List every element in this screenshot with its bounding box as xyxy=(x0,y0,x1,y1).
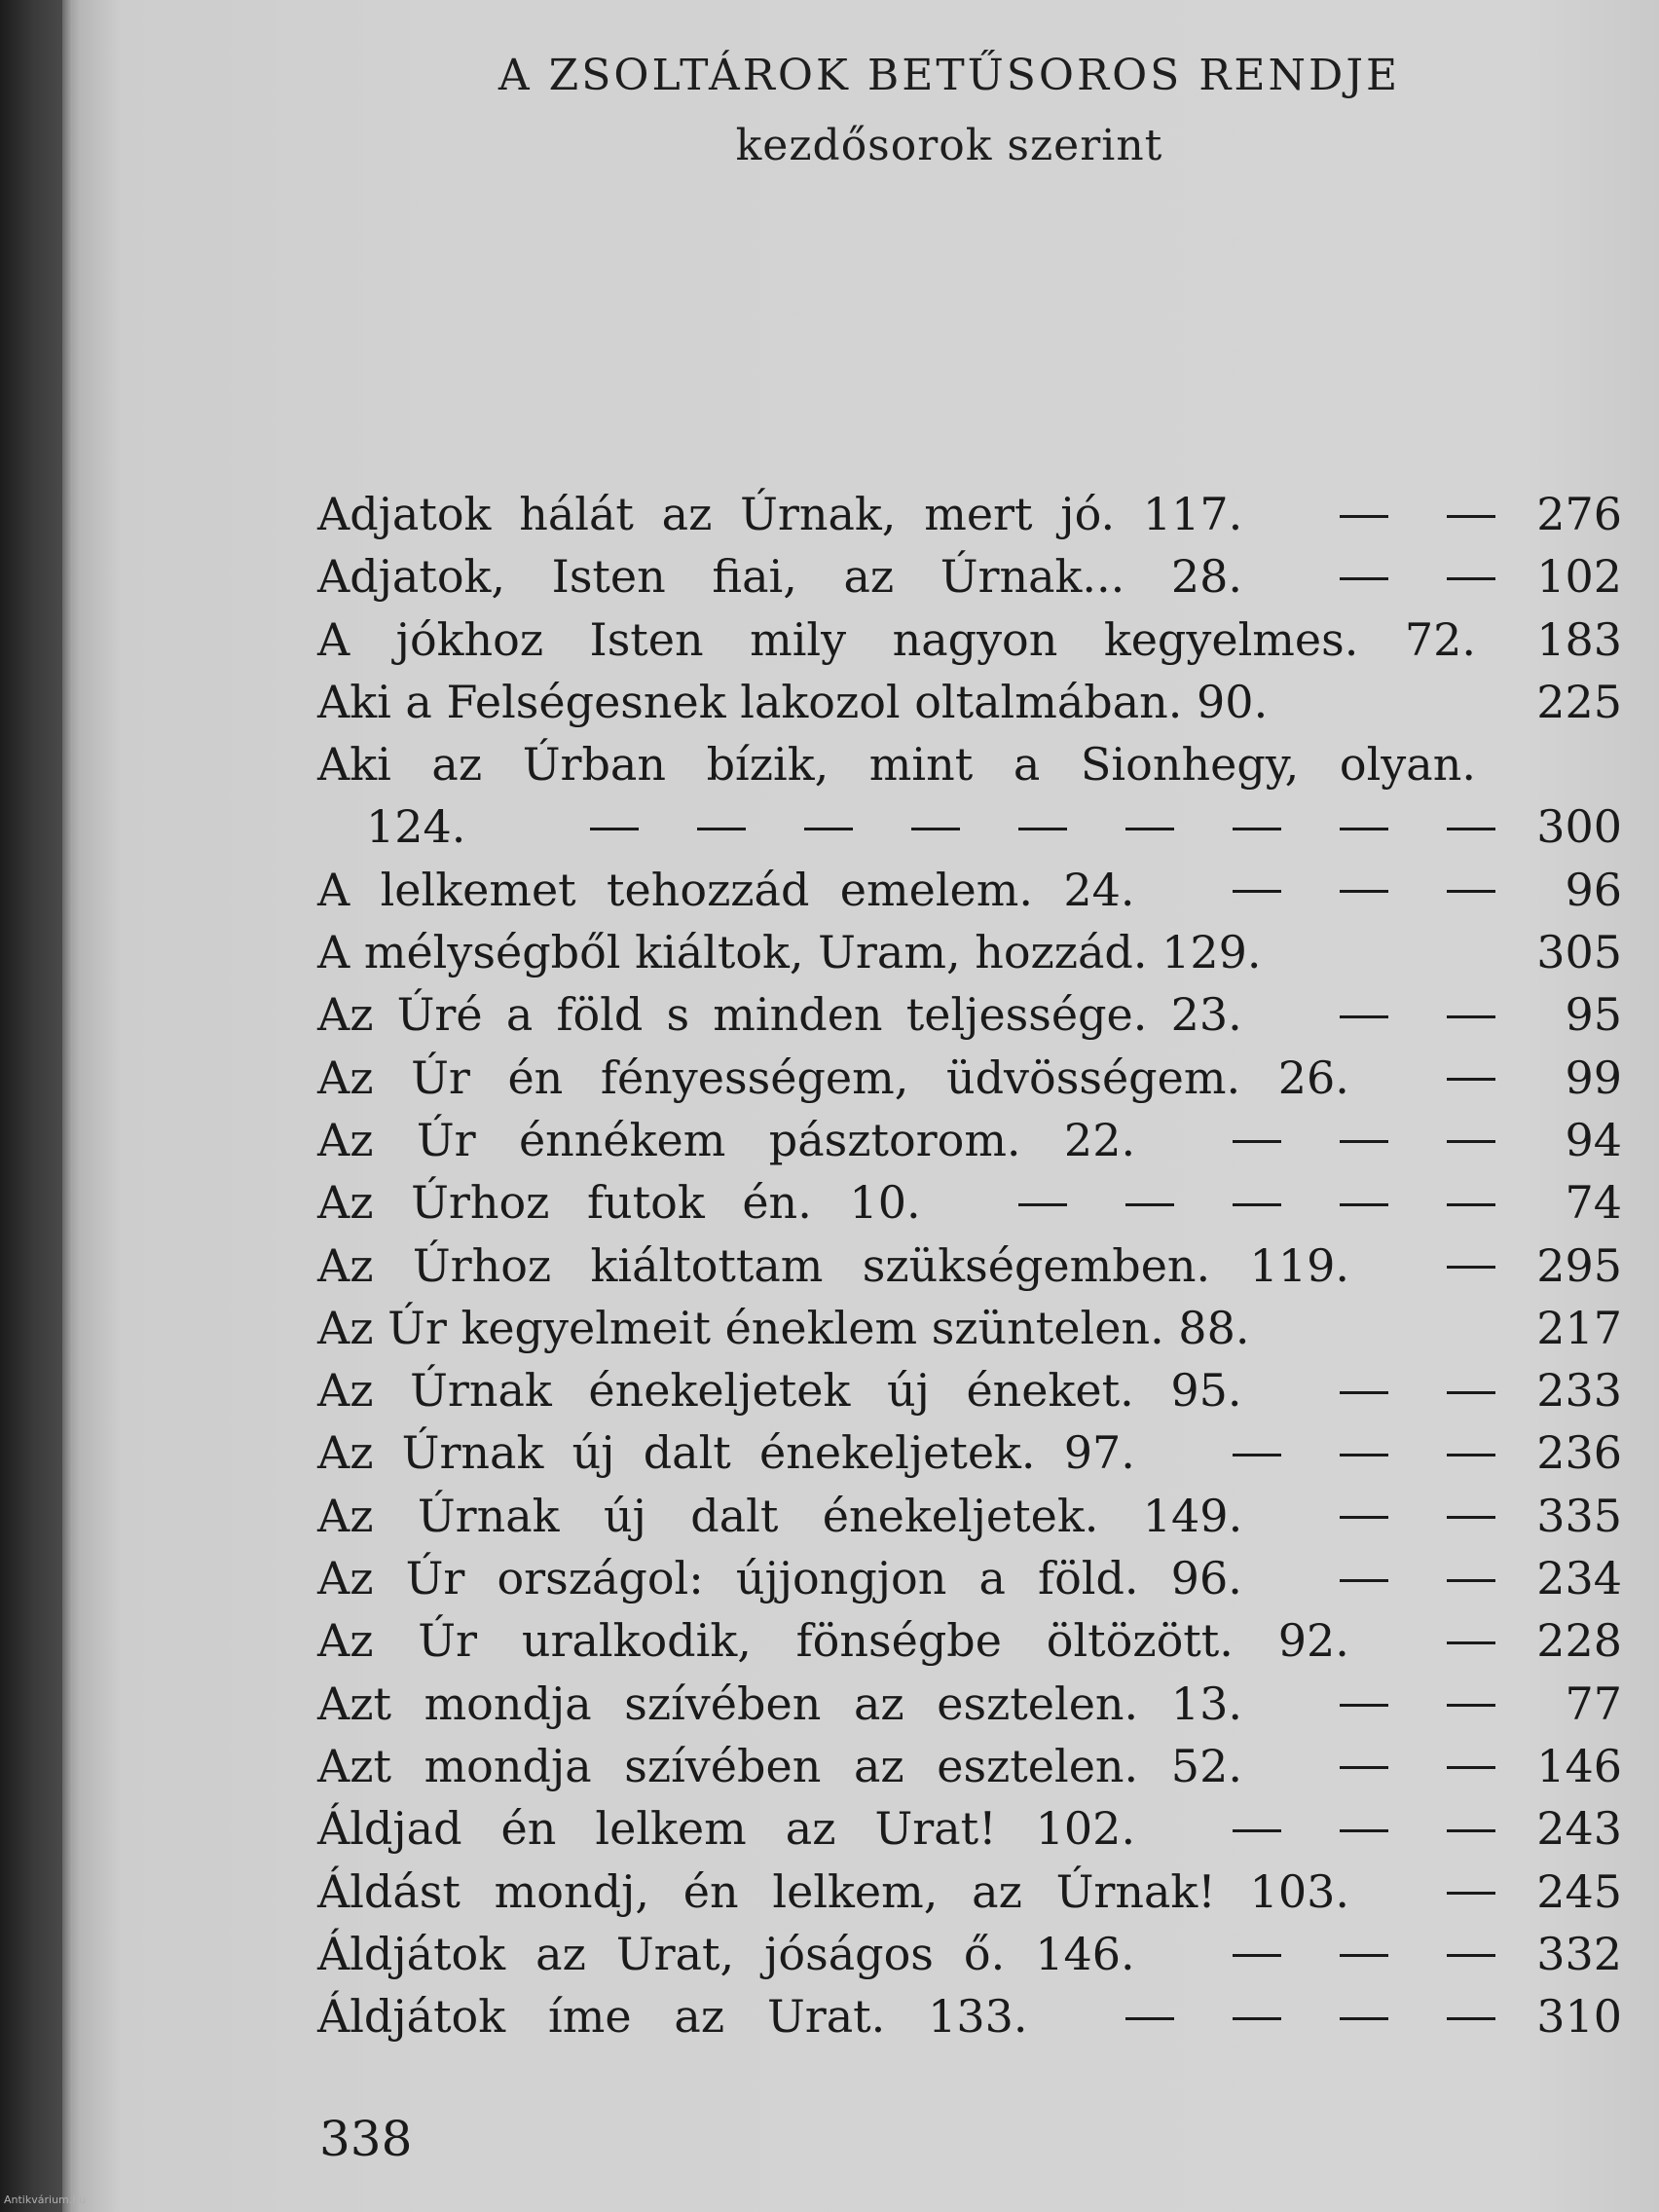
index-entry xyxy=(317,1047,1622,1109)
entry-page-number: 245 xyxy=(1536,1864,1622,1918)
entry-incipit: A jókhoz Isten mily nagyon kegyelmes. 72. xyxy=(317,612,1476,666)
leader-dash xyxy=(1340,577,1388,580)
index-entry xyxy=(317,671,1622,733)
entry-page-number: 99 xyxy=(1565,1051,1622,1104)
leader-dashes xyxy=(1174,1923,1495,1985)
leader-dash xyxy=(1447,1391,1495,1394)
leader-dash xyxy=(1340,1766,1388,1769)
leader-dashes xyxy=(1281,1673,1495,1735)
leader-dash xyxy=(1233,1454,1281,1456)
leader-dash xyxy=(1233,1954,1281,1957)
entry-incipit: Adjatok hálát az Úrnak, mert jó. 117. xyxy=(317,488,1243,540)
entry-incipit: Az Úrhoz futok én. 10. xyxy=(317,1176,921,1230)
entry-incipit: Az Úrnak énekeljetek új éneket. 95. xyxy=(317,1364,1242,1418)
index-entry xyxy=(317,1359,1622,1421)
leader-dashes xyxy=(1281,1735,1495,1797)
leader-dash xyxy=(1447,1579,1495,1582)
entry-incipit: Adjatok, Isten fiai, az Úrnak... 28. xyxy=(317,550,1243,604)
leader-dash xyxy=(1340,2017,1388,2020)
leader-dash xyxy=(1233,1203,1281,1206)
leader-dashes xyxy=(1388,1609,1495,1672)
entry-incipit: Az Úr énnékem pásztorom. 22. xyxy=(317,1113,1136,1166)
index-entry xyxy=(317,733,1622,795)
entry-incipit: Aki az Úrban bízik, mint a Sionhegy, olyan. xyxy=(317,738,1476,792)
leader-dash xyxy=(1447,1015,1495,1018)
index-entry xyxy=(317,1673,1622,1735)
page-title: A ZSOLTÁROK BETŰSOROS RENDJE xyxy=(498,51,1401,100)
entry-page-number: 102 xyxy=(1536,550,1622,604)
entry-incipit: 124. xyxy=(366,800,466,854)
leader-dash xyxy=(1447,1641,1495,1644)
entry-page-number: 94 xyxy=(1565,1113,1622,1166)
index-entry xyxy=(317,1797,1622,1860)
entry-page-number: 96 xyxy=(1565,863,1622,916)
entry-page-number: 146 xyxy=(1536,1739,1622,1792)
leader-dash xyxy=(1018,1203,1067,1206)
book-spine xyxy=(0,0,62,2212)
leader-dash xyxy=(1447,515,1495,518)
entry-incipit: A mélységből kiáltok, Uram, hozzád. 129. xyxy=(317,926,1262,979)
entry-page-number: 276 xyxy=(1536,488,1622,540)
leader-dashes xyxy=(1281,483,1495,545)
leader-dash xyxy=(1447,1704,1495,1707)
leader-dash xyxy=(1340,1454,1388,1456)
leader-dash xyxy=(1233,1140,1281,1143)
leader-dash xyxy=(1447,1140,1495,1143)
leader-dash xyxy=(590,828,639,830)
leader-dash xyxy=(1447,1516,1495,1519)
index-entry xyxy=(317,1297,1622,1359)
entry-page-number: 234 xyxy=(1536,1552,1622,1605)
entry-page-number: 77 xyxy=(1565,1677,1622,1730)
leader-dashes xyxy=(1281,983,1495,1046)
leader-dashes xyxy=(1067,1985,1495,2047)
leader-dash xyxy=(1233,828,1281,830)
entry-incipit: Aki a Felségesnek lakozol oltalmában. 90. xyxy=(317,675,1269,728)
leader-dash xyxy=(1233,890,1281,893)
leader-dashes xyxy=(532,795,1495,858)
page-edge xyxy=(62,0,72,2212)
leader-dash xyxy=(1125,828,1174,830)
entry-incipit: Áldjátok íme az Urat. 133. xyxy=(317,1990,1028,2044)
index-entry xyxy=(317,1171,1622,1234)
leader-dash xyxy=(1447,1203,1495,1206)
entry-page-number: 243 xyxy=(1536,1802,1622,1856)
entry-incipit: Az Úr kegyelmeit éneklem szüntelen. 88. xyxy=(317,1301,1250,1354)
leader-dashes xyxy=(1281,1359,1495,1421)
entry-incipit: Áldjátok az Urat, jóságos ő. 146. xyxy=(317,1927,1135,1980)
index-entry xyxy=(317,795,1622,858)
leader-dash xyxy=(1340,828,1388,830)
index-entry xyxy=(317,1547,1622,1609)
leader-dashes xyxy=(1388,1861,1495,1923)
leader-dash xyxy=(1340,1391,1388,1394)
leader-dash xyxy=(1340,890,1388,893)
entry-page-number: 305 xyxy=(1536,926,1622,979)
entry-incipit: Az Úr én fényességem, üdvösségem. 26. xyxy=(317,1051,1349,1104)
leader-dash xyxy=(1233,2017,1281,2020)
leader-dash xyxy=(1340,1516,1388,1519)
leader-dash xyxy=(911,828,960,830)
entry-incipit: Áldást mondj, én lelkem, az Úrnak! 103. xyxy=(317,1864,1349,1918)
entry-incipit: Az Úrhoz kiáltottam szükségemben. 119. xyxy=(317,1238,1349,1292)
leader-dash xyxy=(697,828,746,830)
entry-page-number: 236 xyxy=(1536,1426,1622,1480)
index-entry xyxy=(317,608,1622,671)
entry-page-number: 233 xyxy=(1536,1364,1622,1418)
leader-dashes xyxy=(1281,1547,1495,1609)
leader-dash xyxy=(1447,1078,1495,1081)
entry-page-number: 217 xyxy=(1536,1301,1622,1354)
leader-dash xyxy=(1447,1766,1495,1769)
index-entry xyxy=(317,921,1622,983)
entry-incipit: Az Úrnak új dalt énekeljetek. 97. xyxy=(317,1426,1135,1480)
entry-page-number: 300 xyxy=(1536,800,1622,854)
leader-dash xyxy=(1447,828,1495,830)
index-entry xyxy=(317,545,1622,608)
leader-dashes xyxy=(1174,1109,1495,1171)
leader-dashes xyxy=(1388,1047,1495,1109)
leader-dashes xyxy=(1174,859,1495,921)
leader-dash xyxy=(1447,1266,1495,1269)
entry-incipit: Az Úrnak új dalt énekeljetek. 149. xyxy=(317,1489,1243,1542)
entry-incipit: Az Úr országol: újjongjon a föld. 96. xyxy=(317,1552,1242,1605)
entry-page-number: 228 xyxy=(1536,1614,1622,1668)
leader-dash xyxy=(1233,1829,1281,1832)
entry-page-number: 332 xyxy=(1536,1927,1622,1980)
leader-dashes xyxy=(1388,1235,1495,1297)
leader-dash xyxy=(1340,1203,1388,1206)
watermark: Antikvárium.hu xyxy=(4,2194,87,2206)
index-entry xyxy=(317,1735,1622,1797)
entry-incipit: A lelkemet tehozzád emelem. 24. xyxy=(317,863,1135,916)
index-entry xyxy=(317,1923,1622,1985)
leader-dash xyxy=(1340,1954,1388,1957)
leader-dash xyxy=(1125,2017,1174,2020)
page-subtitle: kezdősorok szerint xyxy=(735,121,1163,170)
leader-dash xyxy=(1447,2017,1495,2020)
index-entry xyxy=(317,859,1622,921)
leader-dash xyxy=(1447,890,1495,893)
index-entry xyxy=(317,1109,1622,1171)
leader-dashes xyxy=(1174,1421,1495,1484)
entry-page-number: 310 xyxy=(1536,1990,1622,2044)
leader-dash xyxy=(1340,515,1388,518)
entry-incipit: Az Úré a föld s minden teljessége. 23. xyxy=(317,988,1242,1042)
entry-page-number: 225 xyxy=(1536,675,1622,728)
entry-incipit: Az Úr uralkodik, fönségbe öltözött. 92. xyxy=(317,1614,1349,1668)
entry-incipit: Áldjad én lelkem az Urat! 102. xyxy=(317,1802,1136,1856)
entry-page-number: 335 xyxy=(1536,1489,1622,1542)
leader-dash xyxy=(1447,577,1495,580)
index-entry xyxy=(317,483,1622,545)
page-number: 338 xyxy=(319,2111,413,2167)
leader-dash xyxy=(1340,1140,1388,1143)
leader-dash xyxy=(1447,1892,1495,1895)
leader-dashes xyxy=(960,1171,1495,1234)
leader-dash xyxy=(1125,1203,1174,1206)
leader-dash xyxy=(1018,828,1067,830)
leader-dashes xyxy=(1281,545,1495,608)
leader-dash xyxy=(1340,1829,1388,1832)
leader-dash xyxy=(1340,1704,1388,1707)
leader-dashes xyxy=(1174,1797,1495,1860)
index-entry xyxy=(317,1235,1622,1297)
leader-dash xyxy=(1340,1579,1388,1582)
leader-dash xyxy=(1447,1829,1495,1832)
index-entry xyxy=(317,1485,1622,1547)
index-entry xyxy=(317,1861,1622,1923)
index-entry xyxy=(317,983,1622,1046)
leader-dash xyxy=(1447,1454,1495,1456)
leader-dash xyxy=(1340,1015,1388,1018)
entry-page-number: 95 xyxy=(1565,988,1622,1042)
entry-page-number: 74 xyxy=(1565,1176,1622,1230)
entry-page-number: 295 xyxy=(1536,1238,1622,1292)
entry-incipit: Azt mondja szívében az esztelen. 52. xyxy=(317,1739,1242,1792)
index-entry xyxy=(317,1985,1622,2047)
leader-dash xyxy=(1447,1954,1495,1957)
leader-dash xyxy=(804,828,853,830)
psalm-index xyxy=(317,483,1622,2047)
entry-page-number: 183 xyxy=(1536,612,1622,666)
index-entry xyxy=(317,1609,1622,1672)
index-entry xyxy=(317,1421,1622,1484)
entry-incipit: Azt mondja szívében az esztelen. 13. xyxy=(317,1677,1242,1730)
leader-dashes xyxy=(1281,1485,1495,1547)
